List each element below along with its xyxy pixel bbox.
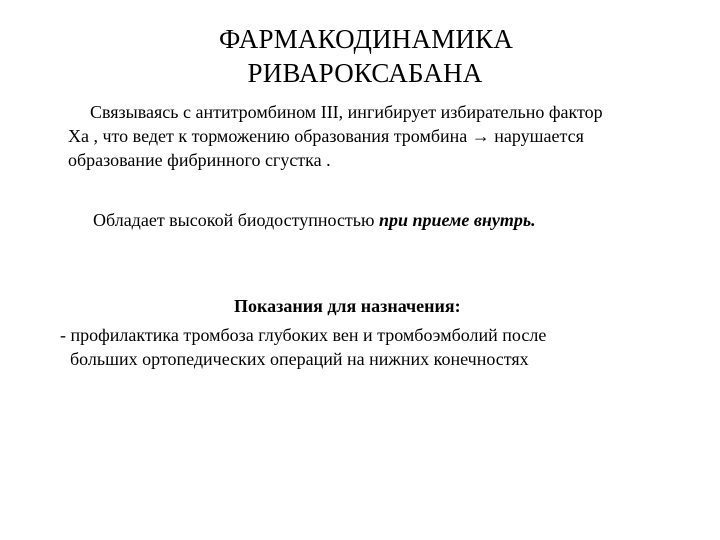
bioavailability-paragraph (93, 208, 536, 232)
paragraph1-line-3: образование фибринного сгустка . (68, 150, 331, 170)
indications-line-1: - профилактика тромбоза глубоких вен и тромбоэмболий после (60, 325, 547, 345)
indications-line-2: больших ортопедических операций на нижних конечностях (70, 349, 529, 369)
bioavailability-emphasis: при приеме внутрь. (378, 210, 536, 230)
paragraph1-line-1: Связываясь с антитромбином III, ингибирует избирательно фактор (90, 102, 603, 122)
title-line-2: РИВАРОКСАБАНА (247, 58, 483, 88)
bioavailability-text: Обладает высокой биодоступностью (93, 210, 379, 230)
paragraph1-line-2: Xa , что ведет к торможению образования тромбина → нарушается (68, 126, 584, 146)
title-line-1: ФАРМАКОДИНАМИКА (218, 24, 514, 54)
indications-list (60, 323, 546, 371)
indications-heading: Показания для назначения: (234, 296, 461, 316)
pharmacodynamics-paragraph (68, 100, 603, 172)
slide-title (0, 22, 720, 90)
